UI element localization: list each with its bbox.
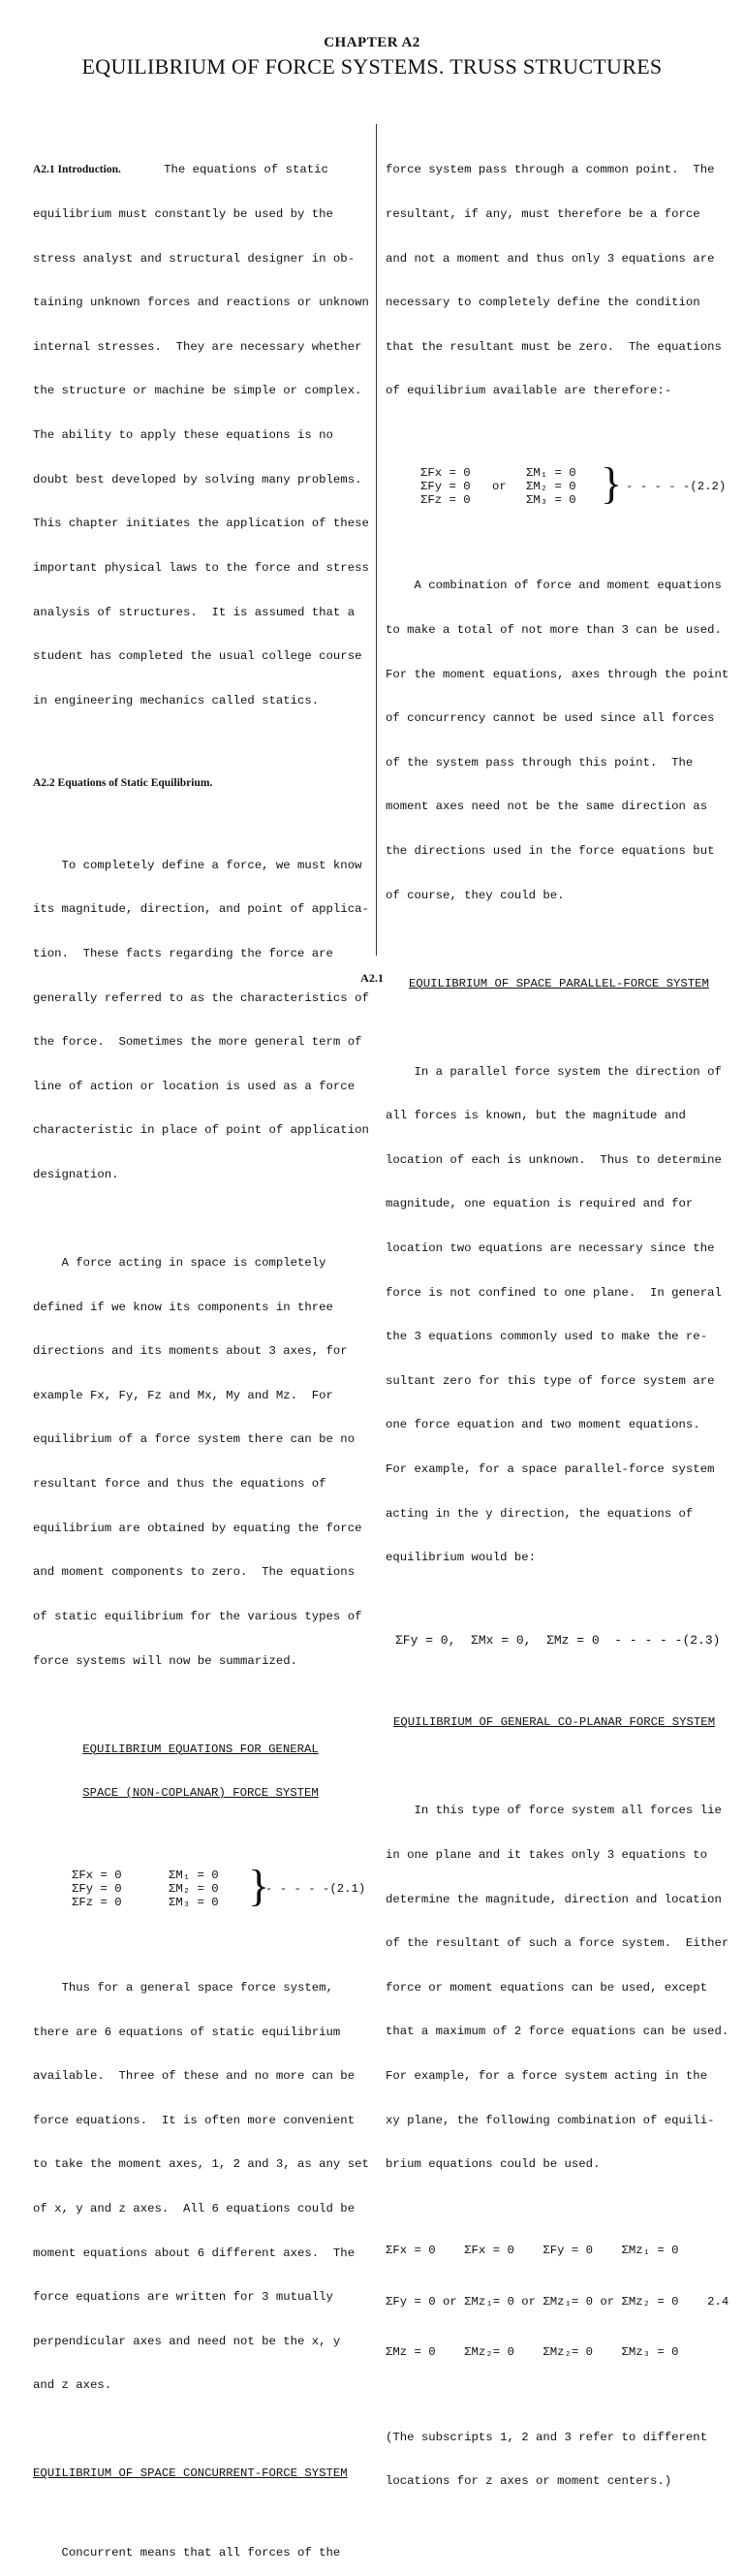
text-line: of equilibrium available are therefore:- [386, 384, 672, 398]
text-line: of x, y and z axes. All 6 equations could be [33, 2202, 356, 2216]
text-line: that a maximum of 2 force equations can be used. [386, 2025, 729, 2039]
column-divider [376, 124, 377, 956]
section-heading-introduction: A2.1 Introduction. [33, 164, 121, 176]
text-line: doubt best developed by solving many problems. [33, 472, 362, 487]
text-line: To completely define a force, we must know [33, 858, 362, 872]
text-line: and z axes. [33, 2378, 112, 2393]
text-line: Thus for a general space force system, [33, 1980, 333, 1995]
equation-2-1: ΣFx = 0 ΣFy = 0 ΣFz = 0 ΣM₁ = 0 ΣM₂ = 0 ΣM₃ = 0 } - - - - -(2.1) [72, 1861, 366, 1911]
text-line: important physical laws to the force and stress [33, 560, 369, 575]
text-line: in engineering mechanics called statics. [33, 693, 320, 707]
text-line: example Fx, Fy, Fz and Mx, My and Mz. For [33, 1388, 333, 1402]
text-line: the directions used in the force equations but [386, 843, 715, 858]
text-line: the 3 equations commonly used to make the re- [386, 1330, 708, 1344]
text-line: to make a total of not more than 3 can be used. [386, 622, 722, 637]
text-line: analysis of structures. It is assumed that a [33, 605, 356, 619]
text-line: (The subscripts 1, 2 and 3 refer to different [386, 2430, 708, 2444]
equation-2-4-row: ΣFx = 0 ΣFx = 0 ΣFy = 0 ΣMz₁ = 0 [386, 2244, 679, 2258]
text-line: This chapter initiates the application of these [33, 517, 369, 531]
text-line: of the resultant of such a force system. Either [386, 1936, 729, 1951]
text-line: resultant, if any, must therefore be a force [386, 207, 700, 222]
text-line: resultant force and thus the equations of [33, 1477, 326, 1492]
subheading-general-1: EQUILIBRIUM EQUATIONS FOR GENERAL [82, 1742, 319, 1756]
text-line: magnitude, one equation is required and for [386, 1197, 694, 1211]
text-line: equilibrium are obtained by equating the force [33, 1521, 362, 1535]
equation-2-3: ΣFy = 0, ΣMx = 0, ΣMz = 0 - - - - -(2.3) [395, 1633, 721, 1649]
text-line: equilibrium of a force system there can be no [33, 1432, 356, 1447]
text-line: available. Three of these and no more can be [33, 2069, 356, 2084]
text-line: of the system pass through this point. The [386, 755, 694, 770]
text-line: stress analyst and structural designer in ob- [33, 251, 356, 266]
subheading-parallel: EQUILIBRIUM OF SPACE PARALLEL-FORCE SYSTEM [409, 976, 709, 990]
text-line: force is not confined to one plane. In general [386, 1285, 722, 1300]
text-line: force equations are written for 3 mutually [33, 2290, 333, 2305]
text-line: in one plane and it takes only 3 equations to [386, 1847, 708, 1862]
section-heading-static-equilibrium: A2.2 Equations of Static Equilibrium. [33, 776, 213, 789]
text-line: the structure or machine be simple or complex. [33, 384, 362, 398]
text-line: In this type of force system all forces lie [386, 1804, 722, 1818]
text-line: perpendicular axes and need not be the x, y [33, 2334, 341, 2348]
text-line: force system pass through a common point. The [386, 163, 715, 177]
text-line: of static equilibrium for the various types of [33, 1609, 362, 1623]
subheading-coplanar: EQUILIBRIUM OF GENERAL CO-PLANAR FORCE SYSTEM [393, 1715, 716, 1730]
text-line: equilibrium would be: [386, 1551, 536, 1565]
text-line: Concurrent means that all forces of the [33, 2546, 341, 2560]
text-line: A combination of force and moment equations [386, 579, 722, 593]
text-line: locations for z axes or moment centers.) [386, 2474, 672, 2489]
right-brace-icon: } [248, 1861, 270, 1911]
text-line: to take the moment axes, 1, 2 and 3, as any set [33, 2157, 369, 2172]
text-line: one force equation and two moment equations. [386, 1418, 700, 1432]
text-line: The ability to apply these equations is no [33, 428, 333, 443]
section-intro: A2.1 Introduction. The equations of static [33, 163, 328, 177]
text-line: directions and its moments about 3 axes, for [33, 1344, 348, 1359]
page-number: A2.1 [360, 971, 384, 985]
text-line: student has completed the usual college course [33, 649, 362, 664]
equation-2-2: ΣFx = 0 ΣFy = 0 ΣFz = 0 or ΣM₁ = 0 ΣM₂ = 0 ΣM₃ = 0 } - - - - -(2.2) [420, 458, 727, 509]
text-line: For the moment equations, axes through the point [386, 667, 729, 681]
text-line: and moment components to zero. The equations [33, 1565, 356, 1580]
text-line: the force. Sometimes the more general term of [33, 1035, 362, 1050]
text-line: determine the magnitude, direction and location [386, 1892, 722, 1906]
text-line: moment axes need not be the same direction as [386, 800, 708, 814]
text-line: tion. These facts regarding the force are [33, 946, 333, 960]
text-line: designation. [33, 1168, 119, 1182]
text-line: its magnitude, direction, and point of applica- [33, 902, 369, 917]
text-line: acting in the y direction, the equations of [386, 1506, 694, 1521]
text-line: force systems will now be summarized. [33, 1653, 298, 1668]
equation-2-4-row: ΣMz = 0 ΣMz₂= 0 ΣMz₂= 0 ΣMz₃ = 0 [386, 2345, 679, 2360]
text-line: necessary to completely define the condition [386, 296, 700, 310]
subheading-general-2: SPACE (NON-COPLANAR) FORCE SYSTEM [82, 1786, 319, 1801]
text-line: generally referred to as the characteristics of [33, 990, 369, 1005]
text-line: moment equations about 6 different axes. The [33, 2246, 356, 2260]
text-line: defined if we know its components in three [33, 1300, 333, 1314]
text-line: For example, for a force system acting in the [386, 2068, 708, 2083]
right-column [386, 134, 729, 2504]
text-line: force equations. It is often more convenient [33, 2113, 356, 2127]
text-line: that the resultant must be zero. The equations [386, 339, 722, 354]
text-line: and not a moment and thus only 3 equations are [386, 251, 715, 266]
text-line: force or moment equations can be used, except [386, 1980, 708, 1995]
text-line: brium equations could be used. [386, 2157, 601, 2172]
text-line: all forces is known, but the magnitude and [386, 1109, 686, 1123]
right-brace-icon: } [601, 458, 623, 509]
chapter-title: EQUILIBRIUM OF FORCE SYSTEMS. TRUSS STRUCTURES [81, 54, 663, 79]
text-line: equilibrium must constantly be used by the [33, 207, 333, 222]
text-line: there are 6 equations of static equilibrium [33, 2025, 341, 2039]
equation-2-4-row: ΣFy = 0 or ΣMz₁= 0 or ΣMz₁= 0 or ΣMz₂ = 0 2.4 [386, 2294, 729, 2309]
left-column [33, 134, 368, 2576]
text-line: taining unknown forces and reactions or unknown [33, 296, 369, 310]
text-line: line of action or location is used as a force [33, 1079, 356, 1093]
text-line: location two equations are necessary since the [386, 1241, 715, 1256]
text-line: internal stresses. They are necessary whether [33, 339, 362, 354]
chapter-label: CHAPTER A2 [324, 35, 420, 50]
text-line: characteristic in place of point of application [33, 1123, 369, 1138]
text-line: A force acting in space is completely [33, 1256, 326, 1271]
text-line: of course, they could be. [386, 888, 565, 902]
text-line: For example, for a space parallel-force system [386, 1462, 715, 1477]
text-line: location of each is unknown. Thus to determine [386, 1152, 722, 1167]
text-line: In a parallel force system the direction of [386, 1064, 722, 1079]
text-line: of concurrency cannot be used since all forces [386, 711, 715, 726]
text-line: xy plane, the following combination of equili- [386, 2113, 715, 2127]
subheading-concurrent: EQUILIBRIUM OF SPACE CONCURRENT-FORCE SYSTEM [33, 2466, 348, 2481]
text-line: sultant zero for this type of force system are [386, 1373, 715, 1388]
